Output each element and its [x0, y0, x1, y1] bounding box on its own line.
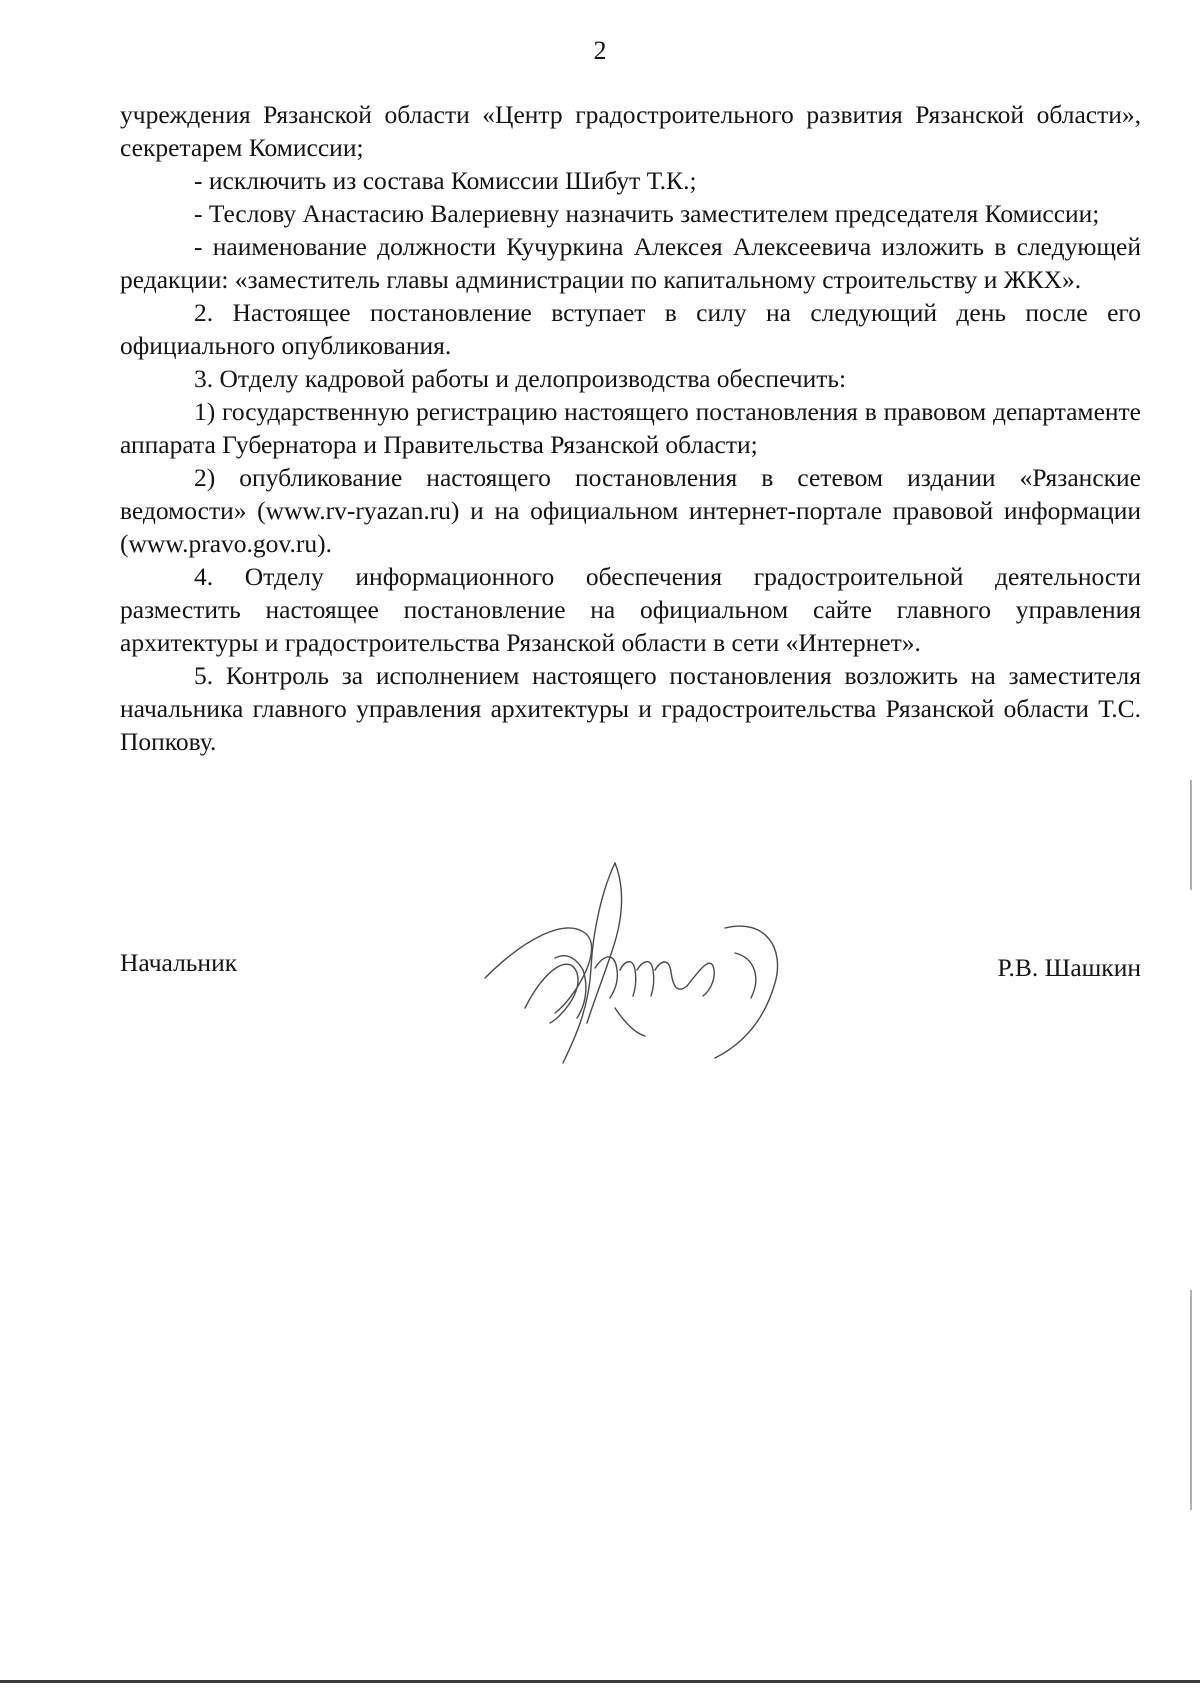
paragraph: 2) опубликование настоящего постановления в сетевом издании «Рязанские ведомости» (www.rv-ryazan.ru) и на официальном интернет-портале правовой информации (www.pravo.gov.ru). [120, 463, 1141, 558]
paragraph: 3. Отделу кадровой работы и делопроизводства обеспечить: [194, 364, 847, 393]
paragraph: - исключить из состава Комиссии Шибут Т.К.; [194, 166, 697, 195]
scan-bottom-edge [0, 1680, 1200, 1683]
paragraph: - Теслову Анастасию Валериевну назначить заместителем председателя Комиссии; [194, 199, 1100, 228]
paragraph: - наименование должности Кучуркина Алексея Алексеевича изложить в следующей редакции: «заместитель главы администрации по капитальному строительству и ЖКХ». [120, 232, 1141, 294]
signatory-title: Начальник [120, 948, 238, 977]
signatory-name: Р.В. Шашкин [997, 953, 1141, 982]
document-body [120, 98, 1141, 758]
scan-artifact-line [1190, 1290, 1192, 1510]
paragraph: учреждения Рязанской области «Центр градостроительного развития Рязанской области», секретарем Комиссии; [120, 100, 1141, 162]
paragraph: 4. Отделу информационного обеспечения градостроительной деятельности разместить настоящее постановление на официальном сайте главного управления архитектуры и градостроительства Рязанской области в сети «Интернет». [120, 562, 1141, 657]
handwritten-signature [465, 858, 845, 1073]
page-number: 2 [593, 36, 607, 65]
paragraph: 1) государственную регистрацию настоящего постановления в правовом департаменте аппарата Губернатора и Правительства Рязанской области; [120, 397, 1141, 459]
paragraph: 5. Контроль за исполнением настоящего постановления возложить на заместителя начальника главного управления архитектуры и градостроительства Рязанской области Т.С. Попкову. [120, 661, 1141, 756]
paragraph: 2. Настоящее постановление вступает в силу на следующий день после его официального опубликования. [120, 298, 1141, 360]
scan-artifact-line [1190, 780, 1192, 890]
